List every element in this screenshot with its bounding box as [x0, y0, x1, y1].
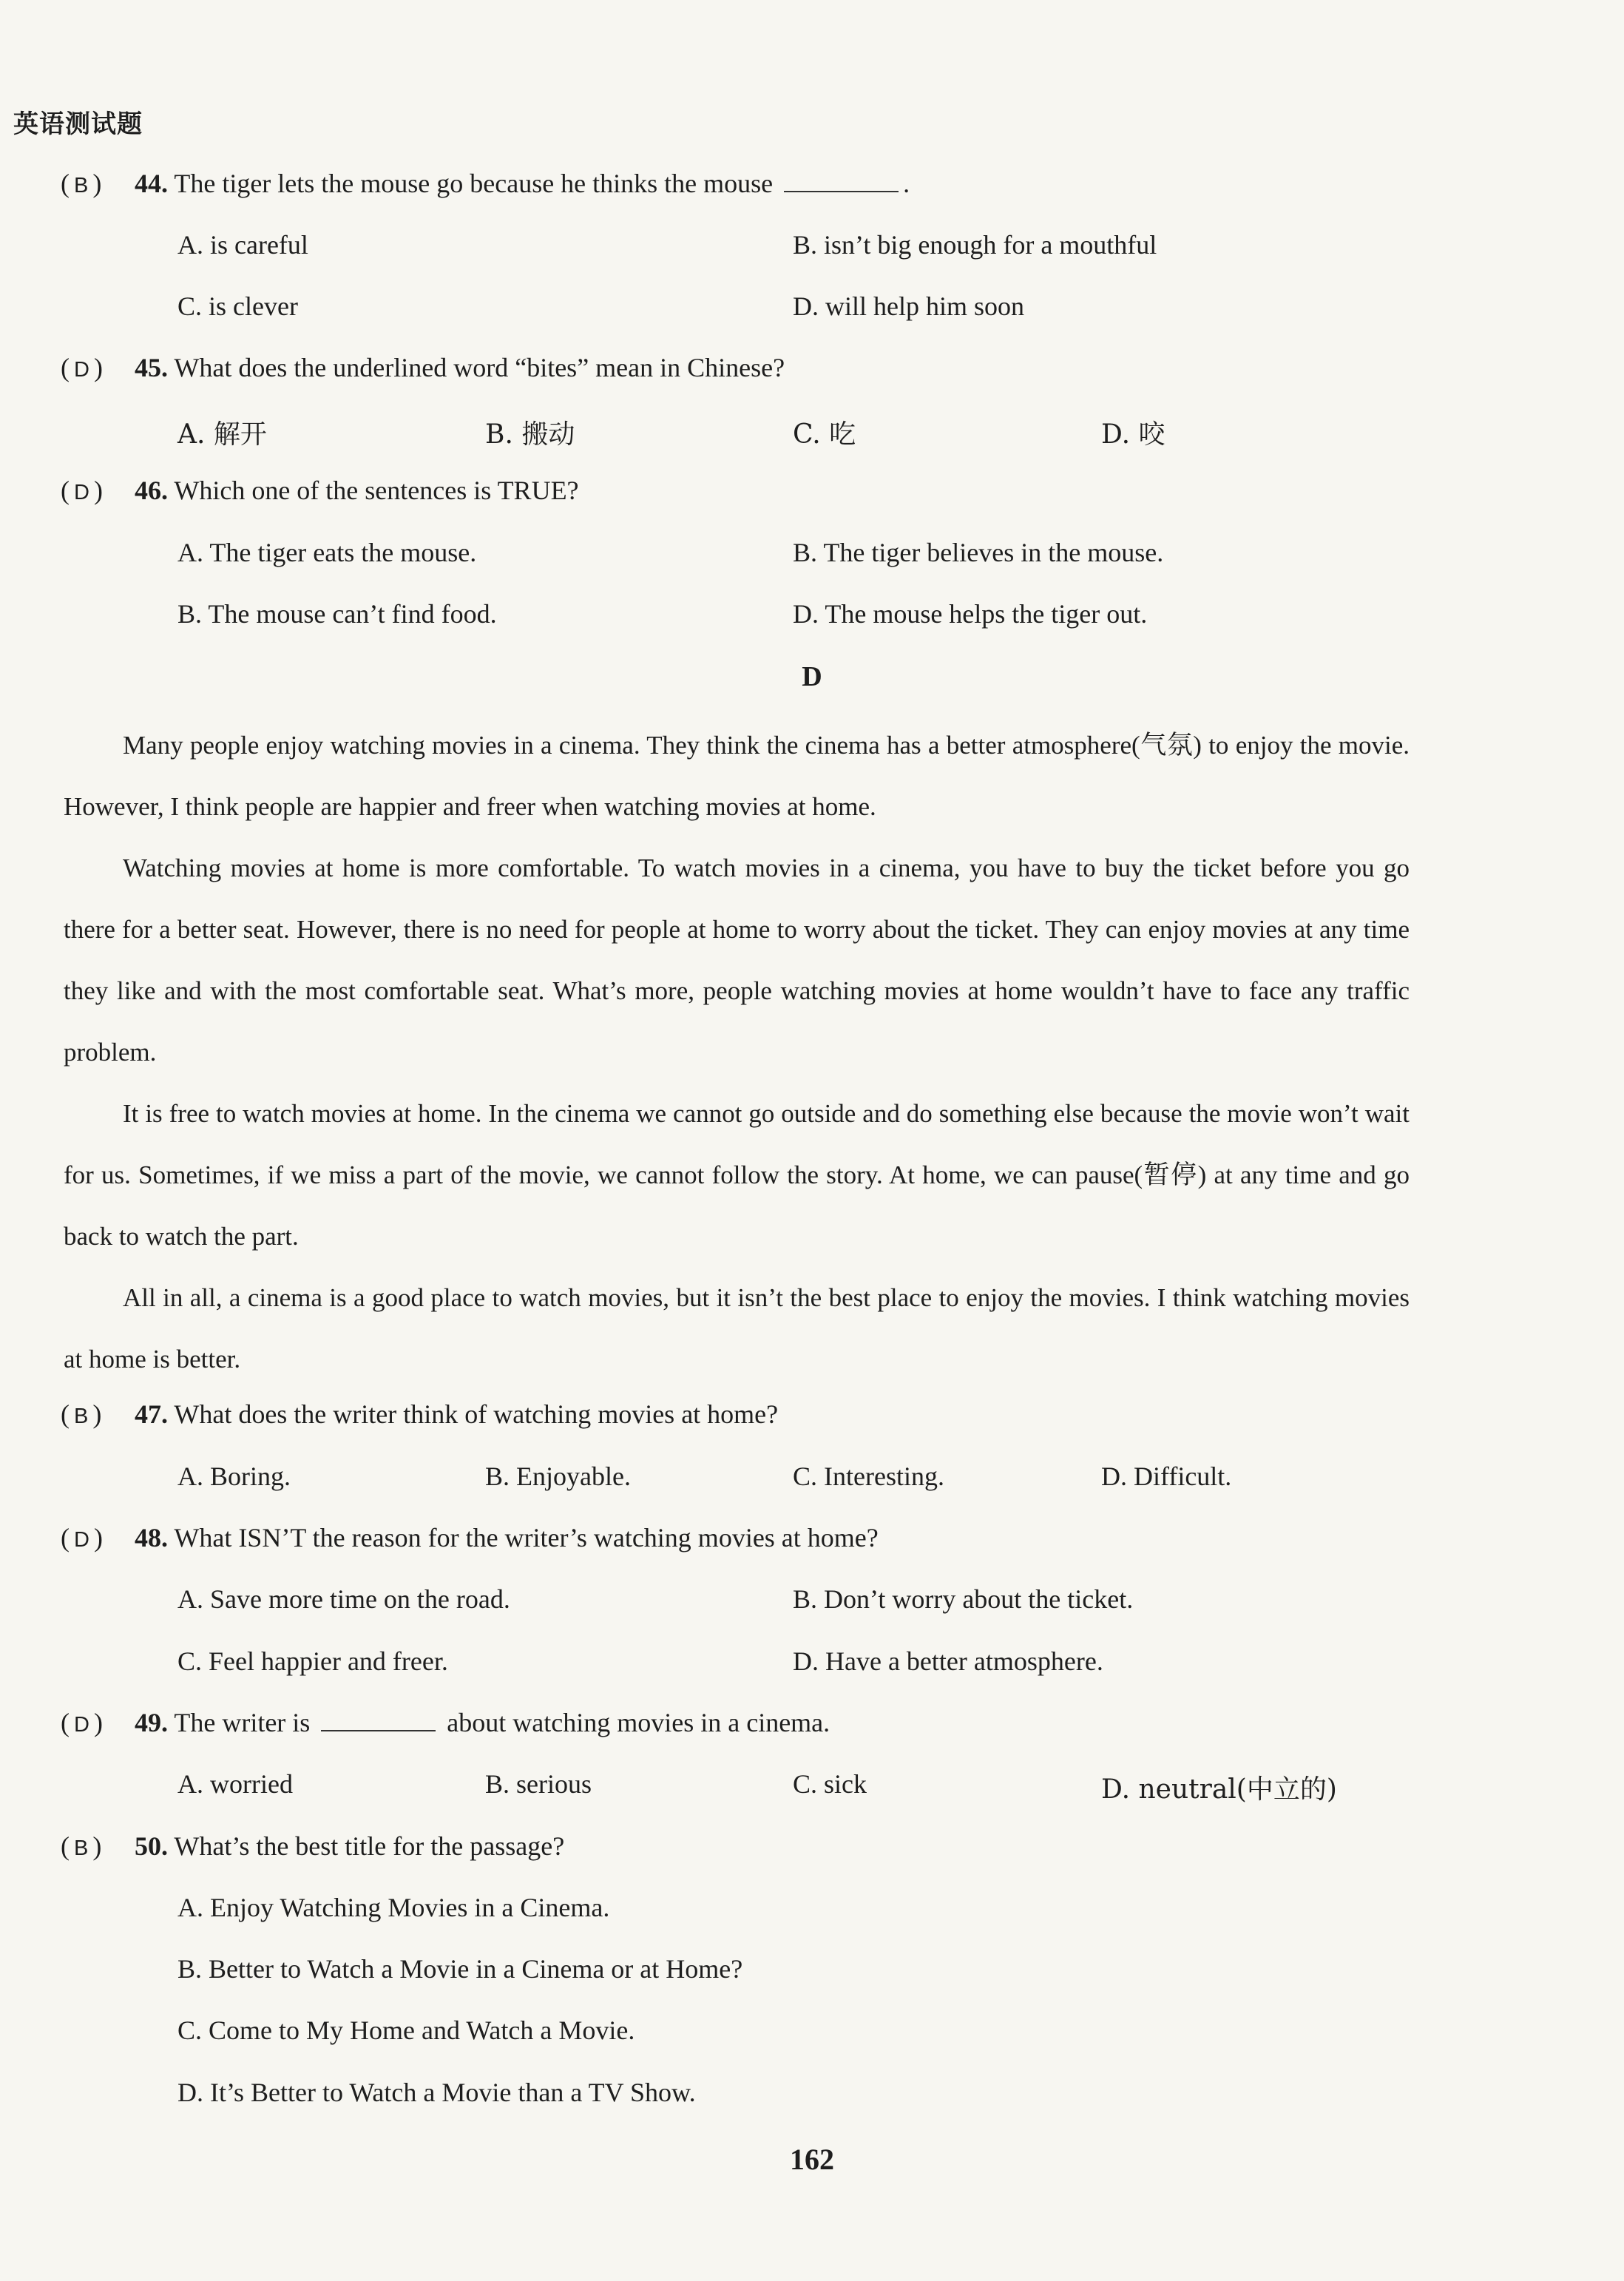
question-number: 50. [135, 1831, 168, 1861]
question-stem-end: about watching movies in a cinema. [447, 1708, 830, 1737]
question-stem: What does the writer think of watching movies at home? [174, 1399, 779, 1429]
answer-letter: D [74, 481, 89, 504]
options-row [177, 598, 1546, 635]
options-row [177, 1461, 1546, 1498]
question-45 [61, 352, 1540, 383]
question-number: 48. [135, 1523, 168, 1552]
question-stem: What’s the best title for the passage? [174, 1831, 565, 1861]
options-row [177, 1768, 1546, 1805]
question-number: 44. [135, 169, 168, 198]
question-number: 45. [135, 353, 168, 382]
question-stem: The writer is [174, 1708, 311, 1737]
option-d: D. neutral(中立的) [1101, 1774, 1337, 1805]
option-b: B. Better to Watch a Movie in a Cinema or at Home? [177, 1954, 743, 1984]
option-a: A. is careful [177, 230, 308, 260]
answer-slot: ( B ) [61, 169, 102, 198]
answer-slot: ( B ) [61, 1831, 102, 1861]
option-d: D. Have a better atmosphere. [793, 1646, 1103, 1676]
passage-paragraph: All in all, a cinema is a good place to watch movies, but it isn’t the best place to enjoy the movies. I think watching movies at home is better. [64, 1283, 1410, 1373]
option-b: B. Enjoyable. [485, 1461, 631, 1491]
option-b: B. 搬动 [485, 419, 575, 450]
option-a: A. Boring. [177, 1461, 291, 1491]
question-stem: Which one of the sentences is TRUE? [174, 476, 579, 505]
options-row [177, 291, 1546, 328]
option-c: B. The mouse can’t find food. [177, 599, 497, 629]
option-a-row [177, 1892, 1546, 1929]
answer-slot: ( B ) [61, 1399, 102, 1429]
option-d: D. 咬 [1101, 419, 1165, 450]
answer-slot: ( D ) [61, 353, 103, 382]
option-c: C. Interesting. [793, 1461, 944, 1491]
option-a: A. worried [177, 1769, 293, 1799]
answer-letter: D [74, 1528, 89, 1552]
option-a: A. Save more time on the road. [177, 1584, 510, 1614]
option-d: D. Difficult. [1101, 1461, 1232, 1491]
option-d-row [177, 2077, 1546, 2114]
options-row [177, 1584, 1546, 1621]
question-number: 47. [135, 1399, 168, 1429]
page-header: 英语测试题 [13, 109, 143, 139]
options-row [177, 413, 1546, 450]
question-47 [61, 1399, 1540, 1430]
option-c: C. 吃 [793, 419, 856, 450]
option-d: D. The mouse helps the tiger out. [793, 599, 1148, 629]
fill-blank [784, 170, 899, 192]
options-row [177, 537, 1546, 574]
fill-blank [321, 1709, 436, 1731]
answer-letter: B [74, 1405, 89, 1428]
option-b-row [177, 1953, 1546, 1990]
question-number: 46. [135, 476, 168, 505]
question-49 [61, 1707, 1540, 1738]
question-44 [61, 168, 1540, 199]
passage-paragraph: Many people enjoy watching movies in a cinema. They think the cinema has a better atmosphere(气氛) to enjoy the movie. However, I think people are happier and freer when watching movies at home. [64, 731, 1410, 821]
question-stem: What does the underlined word “bites” mean in Chinese? [174, 353, 785, 382]
answer-letter: B [74, 174, 89, 197]
answer-slot: ( D ) [61, 1523, 103, 1552]
question-number: 49. [135, 1708, 168, 1737]
question-stem-end: . [903, 169, 910, 198]
option-c: C. is clever [177, 291, 298, 321]
option-c: C. Feel happier and freer. [177, 1646, 448, 1676]
answer-letter: D [74, 1713, 89, 1737]
option-b: B. The tiger believes in the mouse. [793, 538, 1164, 567]
option-c: C. Come to My Home and Watch a Movie. [177, 2015, 635, 2045]
option-b: B. serious [485, 1769, 592, 1799]
option-d: D. will help him soon [793, 291, 1024, 321]
section-title: D [802, 661, 822, 692]
options-row [177, 229, 1546, 266]
question-stem: What ISN’T the reason for the writer’s watching movies at home? [174, 1523, 879, 1552]
passage-paragraph: It is free to watch movies at home. In the cinema we cannot go outside and do something else because the movie won’t wait for us. Sometimes, if we miss a part of the movie, we cannot follow the story. At home, we can pause(暂停) at any time and go back to watch the part. [64, 1099, 1410, 1251]
answer-letter: D [74, 358, 89, 382]
option-a: A. The tiger eats the mouse. [177, 538, 477, 567]
answer-slot: ( D ) [61, 1708, 103, 1737]
question-46 [61, 475, 1540, 506]
option-b: B. isn’t big enough for a mouthful [793, 230, 1157, 260]
question-stem: The tiger lets the mouse go because he thinks the mouse [174, 169, 774, 198]
passage-paragraph: Watching movies at home is more comfortable. To watch movies in a cinema, you have to buy the ticket before you go there for a better seat. However, there is no need for people at home to worry about the ticket. They can enjoy movies at any time they like and with the most comfortable seat. What’s more, people watching movies at home wouldn’t have to face any traffic problem. [64, 854, 1410, 1067]
answer-letter: B [74, 1836, 89, 1860]
page-number: 162 [790, 2143, 834, 2176]
option-c: C. sick [793, 1769, 867, 1799]
reading-passage [64, 714, 1410, 1390]
option-d: D. It’s Better to Watch a Movie than a TV Show. [177, 2078, 696, 2107]
answer-slot: ( D ) [61, 476, 103, 505]
option-c-row [177, 2015, 1546, 2052]
option-b: B. Don’t worry about the ticket. [793, 1584, 1134, 1614]
option-a: A. Enjoy Watching Movies in a Cinema. [177, 1893, 610, 1922]
question-48 [61, 1522, 1540, 1553]
question-50 [61, 1831, 1540, 1862]
option-a: A. 解开 [177, 419, 267, 450]
options-row [177, 1646, 1546, 1683]
